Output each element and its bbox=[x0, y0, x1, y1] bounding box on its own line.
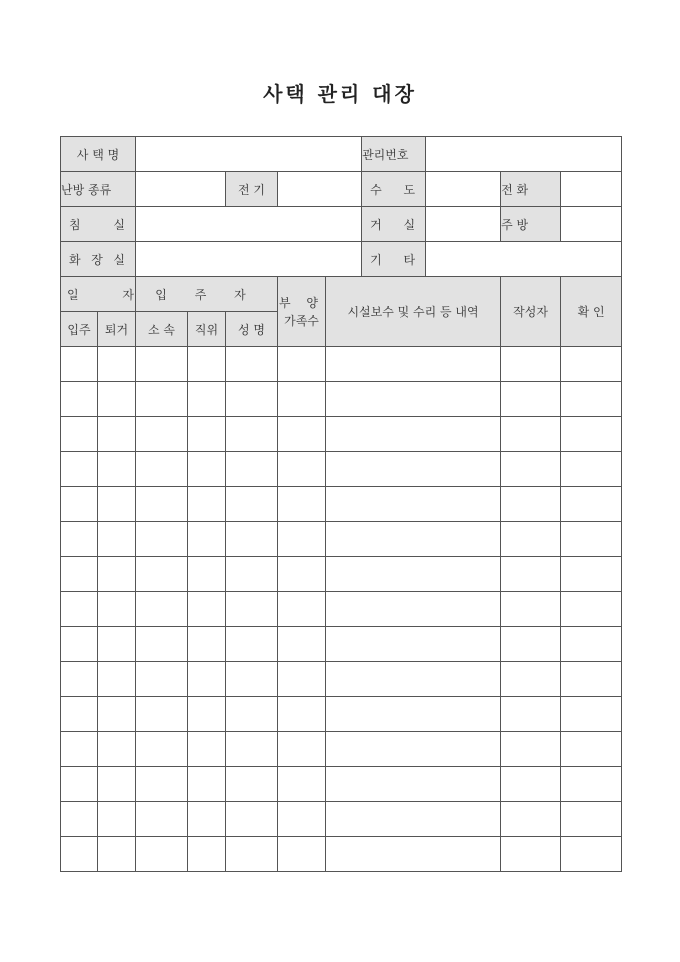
house-management-ledger bbox=[60, 136, 622, 872]
dept-cell[interactable] bbox=[136, 557, 188, 592]
dependents-cell[interactable] bbox=[278, 662, 326, 697]
move-out-cell[interactable] bbox=[98, 522, 136, 557]
kitchen-label: 주 방 bbox=[501, 207, 561, 242]
move-out-cell[interactable] bbox=[98, 347, 136, 382]
name-header: 성 명 bbox=[226, 312, 278, 347]
table-row bbox=[61, 382, 622, 417]
position-cell[interactable] bbox=[188, 557, 226, 592]
confirm-cell[interactable] bbox=[561, 522, 622, 557]
dept-cell[interactable] bbox=[136, 417, 188, 452]
name-cell[interactable] bbox=[226, 802, 278, 837]
dependents-header bbox=[278, 277, 326, 347]
confirm-header: 확 인 bbox=[561, 277, 622, 347]
dependents-cell[interactable] bbox=[278, 557, 326, 592]
name-cell[interactable] bbox=[226, 522, 278, 557]
author-cell[interactable] bbox=[501, 592, 561, 627]
author-cell[interactable] bbox=[501, 627, 561, 662]
etc-label: 기 타 bbox=[362, 242, 426, 277]
manage-no-field[interactable] bbox=[426, 137, 622, 172]
position-cell[interactable] bbox=[188, 767, 226, 802]
repairs-cell[interactable] bbox=[326, 347, 501, 382]
confirm-cell[interactable] bbox=[561, 837, 622, 872]
repairs-cell[interactable] bbox=[326, 732, 501, 767]
date-header-label: 일 자 bbox=[67, 287, 154, 302]
repairs-cell[interactable] bbox=[326, 452, 501, 487]
confirm-cell[interactable] bbox=[561, 627, 622, 662]
name-cell[interactable] bbox=[226, 417, 278, 452]
table-row bbox=[61, 417, 622, 452]
table-row bbox=[61, 557, 622, 592]
living-label: 거 실 bbox=[362, 207, 426, 242]
move-out-cell[interactable] bbox=[98, 662, 136, 697]
move-in-cell[interactable] bbox=[61, 557, 98, 592]
dependents-label-1: 부 양 bbox=[279, 295, 324, 310]
dept-cell[interactable] bbox=[136, 382, 188, 417]
dept-cell[interactable] bbox=[136, 522, 188, 557]
confirm-cell[interactable] bbox=[561, 557, 622, 592]
table-row bbox=[61, 452, 622, 487]
author-cell[interactable] bbox=[501, 452, 561, 487]
move-in-cell[interactable] bbox=[61, 452, 98, 487]
dependents-cell[interactable] bbox=[278, 347, 326, 382]
position-cell[interactable] bbox=[188, 697, 226, 732]
move-out-cell[interactable] bbox=[98, 627, 136, 662]
repairs-cell[interactable] bbox=[326, 697, 501, 732]
repairs-cell[interactable] bbox=[326, 557, 501, 592]
table-row bbox=[61, 487, 622, 522]
repairs-header: 시설보수 및 수리 등 내역 bbox=[326, 277, 501, 347]
position-cell[interactable] bbox=[188, 662, 226, 697]
author-cell[interactable] bbox=[501, 837, 561, 872]
dependents-cell[interactable] bbox=[278, 522, 326, 557]
dept-cell[interactable] bbox=[136, 837, 188, 872]
move-out-cell[interactable] bbox=[98, 592, 136, 627]
confirm-cell[interactable] bbox=[561, 767, 622, 802]
name-cell[interactable] bbox=[226, 347, 278, 382]
water-field[interactable] bbox=[426, 172, 501, 207]
author-cell[interactable] bbox=[501, 487, 561, 522]
dept-header: 소 속 bbox=[136, 312, 188, 347]
move-in-cell[interactable] bbox=[61, 837, 98, 872]
table-row bbox=[61, 802, 622, 837]
dependents-cell[interactable] bbox=[278, 837, 326, 872]
house-name-field[interactable] bbox=[136, 137, 362, 172]
move-in-cell[interactable] bbox=[61, 487, 98, 522]
dependents-cell[interactable] bbox=[278, 767, 326, 802]
dependents-cell[interactable] bbox=[278, 627, 326, 662]
move-in-cell[interactable] bbox=[61, 697, 98, 732]
etc-field[interactable] bbox=[426, 242, 622, 277]
table-row bbox=[61, 697, 622, 732]
position-cell[interactable] bbox=[188, 592, 226, 627]
phone-label: 전 화 bbox=[501, 172, 561, 207]
dept-cell[interactable] bbox=[136, 592, 188, 627]
repairs-cell[interactable] bbox=[326, 662, 501, 697]
author-cell[interactable] bbox=[501, 557, 561, 592]
author-cell[interactable] bbox=[501, 347, 561, 382]
info-row-1 bbox=[61, 137, 622, 172]
move-out-cell[interactable] bbox=[98, 802, 136, 837]
bedroom-field[interactable] bbox=[136, 207, 362, 242]
dependents-cell[interactable] bbox=[278, 417, 326, 452]
name-cell[interactable] bbox=[226, 487, 278, 522]
dependents-label-2: 가족수 bbox=[284, 313, 319, 328]
position-cell[interactable] bbox=[188, 452, 226, 487]
move-out-cell[interactable] bbox=[98, 767, 136, 802]
bathroom-field[interactable] bbox=[136, 242, 362, 277]
position-cell[interactable] bbox=[188, 417, 226, 452]
name-cell[interactable] bbox=[226, 837, 278, 872]
author-cell[interactable] bbox=[501, 767, 561, 802]
move-out-cell[interactable] bbox=[98, 417, 136, 452]
dependents-cell[interactable] bbox=[278, 487, 326, 522]
dependents-cell[interactable] bbox=[278, 452, 326, 487]
name-cell[interactable] bbox=[226, 627, 278, 662]
move-in-cell[interactable] bbox=[61, 522, 98, 557]
manage-no-label: 관리번호 bbox=[362, 137, 426, 172]
position-cell[interactable] bbox=[188, 522, 226, 557]
name-cell[interactable] bbox=[226, 592, 278, 627]
author-cell[interactable] bbox=[501, 732, 561, 767]
move-out-header: 퇴거 bbox=[98, 312, 136, 347]
name-cell[interactable] bbox=[226, 662, 278, 697]
position-cell[interactable] bbox=[188, 837, 226, 872]
repairs-cell[interactable] bbox=[326, 487, 501, 522]
dependents-cell[interactable] bbox=[278, 592, 326, 627]
move-out-cell[interactable] bbox=[98, 732, 136, 767]
move-in-cell[interactable] bbox=[61, 417, 98, 452]
move-in-cell[interactable] bbox=[61, 592, 98, 627]
info-row-3 bbox=[61, 207, 622, 242]
bedroom-label: 침 실 bbox=[61, 207, 136, 242]
dependents-cell[interactable] bbox=[278, 382, 326, 417]
table-row bbox=[61, 592, 622, 627]
dependents-cell[interactable] bbox=[278, 802, 326, 837]
document-title: 사택 관리 대장 bbox=[263, 82, 417, 106]
confirm-cell[interactable] bbox=[561, 697, 622, 732]
heating-field[interactable] bbox=[136, 172, 226, 207]
dependents-cell[interactable] bbox=[278, 697, 326, 732]
author-cell[interactable] bbox=[501, 417, 561, 452]
position-header: 직위 bbox=[188, 312, 226, 347]
resident-header: 입 주 자 bbox=[136, 277, 278, 312]
confirm-cell[interactable] bbox=[561, 802, 622, 837]
position-cell[interactable] bbox=[188, 347, 226, 382]
confirm-cell[interactable] bbox=[561, 662, 622, 697]
info-row-2 bbox=[61, 172, 622, 207]
table-row bbox=[61, 522, 622, 557]
move-in-cell[interactable] bbox=[61, 382, 98, 417]
position-cell[interactable] bbox=[188, 627, 226, 662]
electric-field[interactable] bbox=[278, 172, 362, 207]
name-cell[interactable] bbox=[226, 557, 278, 592]
dept-cell[interactable] bbox=[136, 767, 188, 802]
table-row bbox=[61, 837, 622, 872]
kitchen-field[interactable] bbox=[561, 207, 622, 242]
name-cell[interactable] bbox=[226, 697, 278, 732]
position-cell[interactable] bbox=[188, 382, 226, 417]
move-in-header: 입주 bbox=[61, 312, 98, 347]
dept-cell[interactable] bbox=[136, 452, 188, 487]
move-in-cell[interactable] bbox=[61, 662, 98, 697]
position-cell[interactable] bbox=[188, 732, 226, 767]
repairs-cell[interactable] bbox=[326, 592, 501, 627]
confirm-cell[interactable] bbox=[561, 382, 622, 417]
author-cell[interactable] bbox=[501, 382, 561, 417]
table-row bbox=[61, 662, 622, 697]
repairs-cell[interactable] bbox=[326, 522, 501, 557]
author-header: 작성자 bbox=[501, 277, 561, 347]
repairs-cell[interactable] bbox=[326, 837, 501, 872]
move-out-cell[interactable] bbox=[98, 382, 136, 417]
position-cell[interactable] bbox=[188, 802, 226, 837]
water-label: 수 도 bbox=[362, 172, 426, 207]
header-row-1 bbox=[61, 277, 622, 312]
move-out-cell[interactable] bbox=[98, 487, 136, 522]
table-row bbox=[61, 347, 622, 382]
confirm-cell[interactable] bbox=[561, 417, 622, 452]
confirm-cell[interactable] bbox=[561, 347, 622, 382]
name-cell[interactable] bbox=[226, 382, 278, 417]
move-out-cell[interactable] bbox=[98, 452, 136, 487]
move-in-cell[interactable] bbox=[61, 732, 98, 767]
move-out-cell[interactable] bbox=[98, 837, 136, 872]
move-out-cell[interactable] bbox=[98, 557, 136, 592]
table-row bbox=[61, 627, 622, 662]
author-cell[interactable] bbox=[501, 662, 561, 697]
confirm-cell[interactable] bbox=[561, 732, 622, 767]
table-row bbox=[61, 767, 622, 802]
repairs-cell[interactable] bbox=[326, 417, 501, 452]
dept-cell[interactable] bbox=[136, 487, 188, 522]
dept-cell[interactable] bbox=[136, 697, 188, 732]
author-cell[interactable] bbox=[501, 802, 561, 837]
move-out-cell[interactable] bbox=[98, 697, 136, 732]
name-cell[interactable] bbox=[226, 767, 278, 802]
repairs-cell[interactable] bbox=[326, 382, 501, 417]
bathroom-label: 화 장 실 bbox=[61, 242, 136, 277]
repairs-cell[interactable] bbox=[326, 627, 501, 662]
dept-cell[interactable] bbox=[136, 347, 188, 382]
confirm-cell[interactable] bbox=[561, 592, 622, 627]
position-cell[interactable] bbox=[188, 487, 226, 522]
date-header bbox=[61, 277, 154, 312]
heating-label: 난방 종류 bbox=[61, 172, 136, 207]
move-in-cell[interactable] bbox=[61, 767, 98, 802]
move-in-cell[interactable] bbox=[61, 627, 98, 662]
electric-label: 전 기 bbox=[226, 172, 278, 207]
name-cell[interactable] bbox=[226, 732, 278, 767]
move-in-cell[interactable] bbox=[61, 802, 98, 837]
author-cell[interactable] bbox=[501, 697, 561, 732]
house-name-label: 사 택 명 bbox=[61, 137, 136, 172]
dept-cell[interactable] bbox=[136, 732, 188, 767]
dependents-cell[interactable] bbox=[278, 732, 326, 767]
dept-cell[interactable] bbox=[136, 802, 188, 837]
repairs-cell[interactable] bbox=[326, 767, 501, 802]
repairs-cell[interactable] bbox=[326, 802, 501, 837]
move-in-cell[interactable] bbox=[61, 347, 98, 382]
author-cell[interactable] bbox=[501, 522, 561, 557]
confirm-cell[interactable] bbox=[561, 487, 622, 522]
living-field[interactable] bbox=[426, 207, 501, 242]
confirm-cell[interactable] bbox=[561, 452, 622, 487]
info-row-4 bbox=[61, 242, 622, 277]
name-cell[interactable] bbox=[226, 452, 278, 487]
dept-cell[interactable] bbox=[136, 662, 188, 697]
table-row bbox=[61, 732, 622, 767]
phone-field[interactable] bbox=[561, 172, 622, 207]
dept-cell[interactable] bbox=[136, 627, 188, 662]
